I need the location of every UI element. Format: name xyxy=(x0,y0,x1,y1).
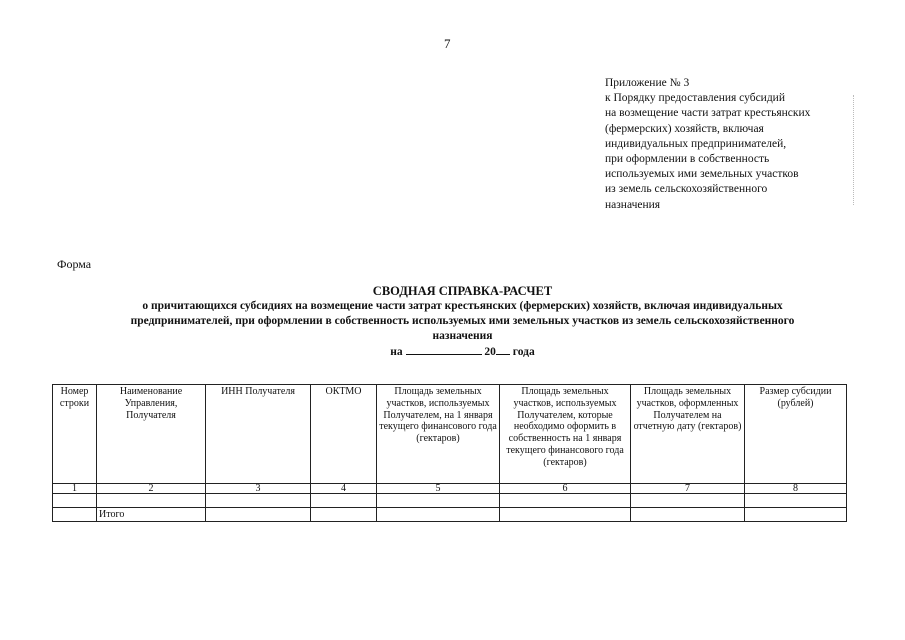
page-number: 7 xyxy=(444,36,451,51)
header-row xyxy=(53,385,847,484)
header-cell-inn: ИНН Получателя xyxy=(206,385,311,484)
table-cell[interactable] xyxy=(53,508,97,522)
scan-artifact xyxy=(853,95,855,205)
appendix-line: используемых ими земельных участков xyxy=(605,168,799,181)
appendix-line: к Порядку предоставления субсидий xyxy=(605,92,785,105)
document-subtitle-line: предпринимателей, при оформлении в собственность используемых ими земельных участков из земель сельскохозяйственного xyxy=(130,315,795,327)
year-blank[interactable] xyxy=(496,344,510,355)
table-cell[interactable] xyxy=(745,508,847,522)
table-cell[interactable] xyxy=(500,494,631,508)
table-cell[interactable] xyxy=(311,494,377,508)
document-subtitle-line: о причитающихся субсидиях на возмещение части затрат крестьянских (фермерских) хозяйств, включая индивидуальных xyxy=(142,300,783,312)
appendix-line: назначения xyxy=(605,198,661,211)
date-year-prefix: 20 xyxy=(484,346,496,358)
date-blank[interactable] xyxy=(406,344,482,355)
table-cell[interactable] xyxy=(500,508,631,522)
column-number: 2 xyxy=(97,484,206,494)
table-cell[interactable] xyxy=(206,508,311,522)
appendix-line: (фермерских) хозяйств, включая xyxy=(605,122,764,135)
appendix-line: из земель сельскохозяйственного xyxy=(605,183,768,196)
document-subtitle-line: назначения xyxy=(432,330,493,342)
column-number: 6 xyxy=(500,484,631,494)
date-suffix: года xyxy=(512,346,535,358)
table-cell[interactable] xyxy=(53,494,97,508)
header-cell-area-to-register: Площадь земельных участков, используемых Получателем, которые необходимо оформить в собственность на 1 января текущего финансового года (гектаров) xyxy=(500,385,631,484)
table-cell[interactable] xyxy=(377,508,500,522)
appendix-header xyxy=(605,76,865,213)
table-cell[interactable] xyxy=(631,494,745,508)
header-cell-name: Наименование Управления, Получателя xyxy=(97,385,206,484)
appendix-line: на возмещение части затрат крестьянских xyxy=(605,107,811,120)
column-number: 7 xyxy=(631,484,745,494)
table-row xyxy=(53,494,847,508)
table-cell[interactable] xyxy=(377,494,500,508)
header-cell-area-used: Площадь земельных участков, используемых Получателем, на 1 января текущего финансового года (гектаров) xyxy=(377,385,500,484)
summary-table xyxy=(52,384,847,522)
column-number: 5 xyxy=(377,484,500,494)
date-prefix: на xyxy=(390,346,403,358)
table-cell[interactable] xyxy=(206,494,311,508)
header-cell-subsidy-amount: Размер субсидии (рублей) xyxy=(745,385,847,484)
date-line xyxy=(40,344,885,360)
column-number-row xyxy=(53,484,847,494)
header-cell-oktmo: ОКТМО xyxy=(311,385,377,484)
column-number: 3 xyxy=(206,484,311,494)
title-block xyxy=(40,283,885,360)
column-number: 8 xyxy=(745,484,847,494)
appendix-line: Приложение № 3 xyxy=(605,77,690,89)
form-label: Форма xyxy=(57,257,92,271)
table-cell[interactable] xyxy=(97,494,206,508)
column-number: 4 xyxy=(311,484,377,494)
table-cell[interactable] xyxy=(631,508,745,522)
total-label: Итого xyxy=(97,508,206,522)
appendix-line: при оформлении в собственность xyxy=(605,153,770,166)
header-cell-row-number: Номер строки xyxy=(53,385,97,484)
column-number: 1 xyxy=(53,484,97,494)
table-cell[interactable] xyxy=(745,494,847,508)
table-cell[interactable] xyxy=(311,508,377,522)
header-cell-area-registered: Площадь земельных участков, оформленных Получателем на отчетную дату (гектаров) xyxy=(631,385,745,484)
document-title: СВОДНАЯ СПРАВКА-РАСЧЕТ xyxy=(372,284,553,298)
total-row xyxy=(53,508,847,522)
appendix-line: индивидуальных предпринимателей, xyxy=(605,137,787,150)
